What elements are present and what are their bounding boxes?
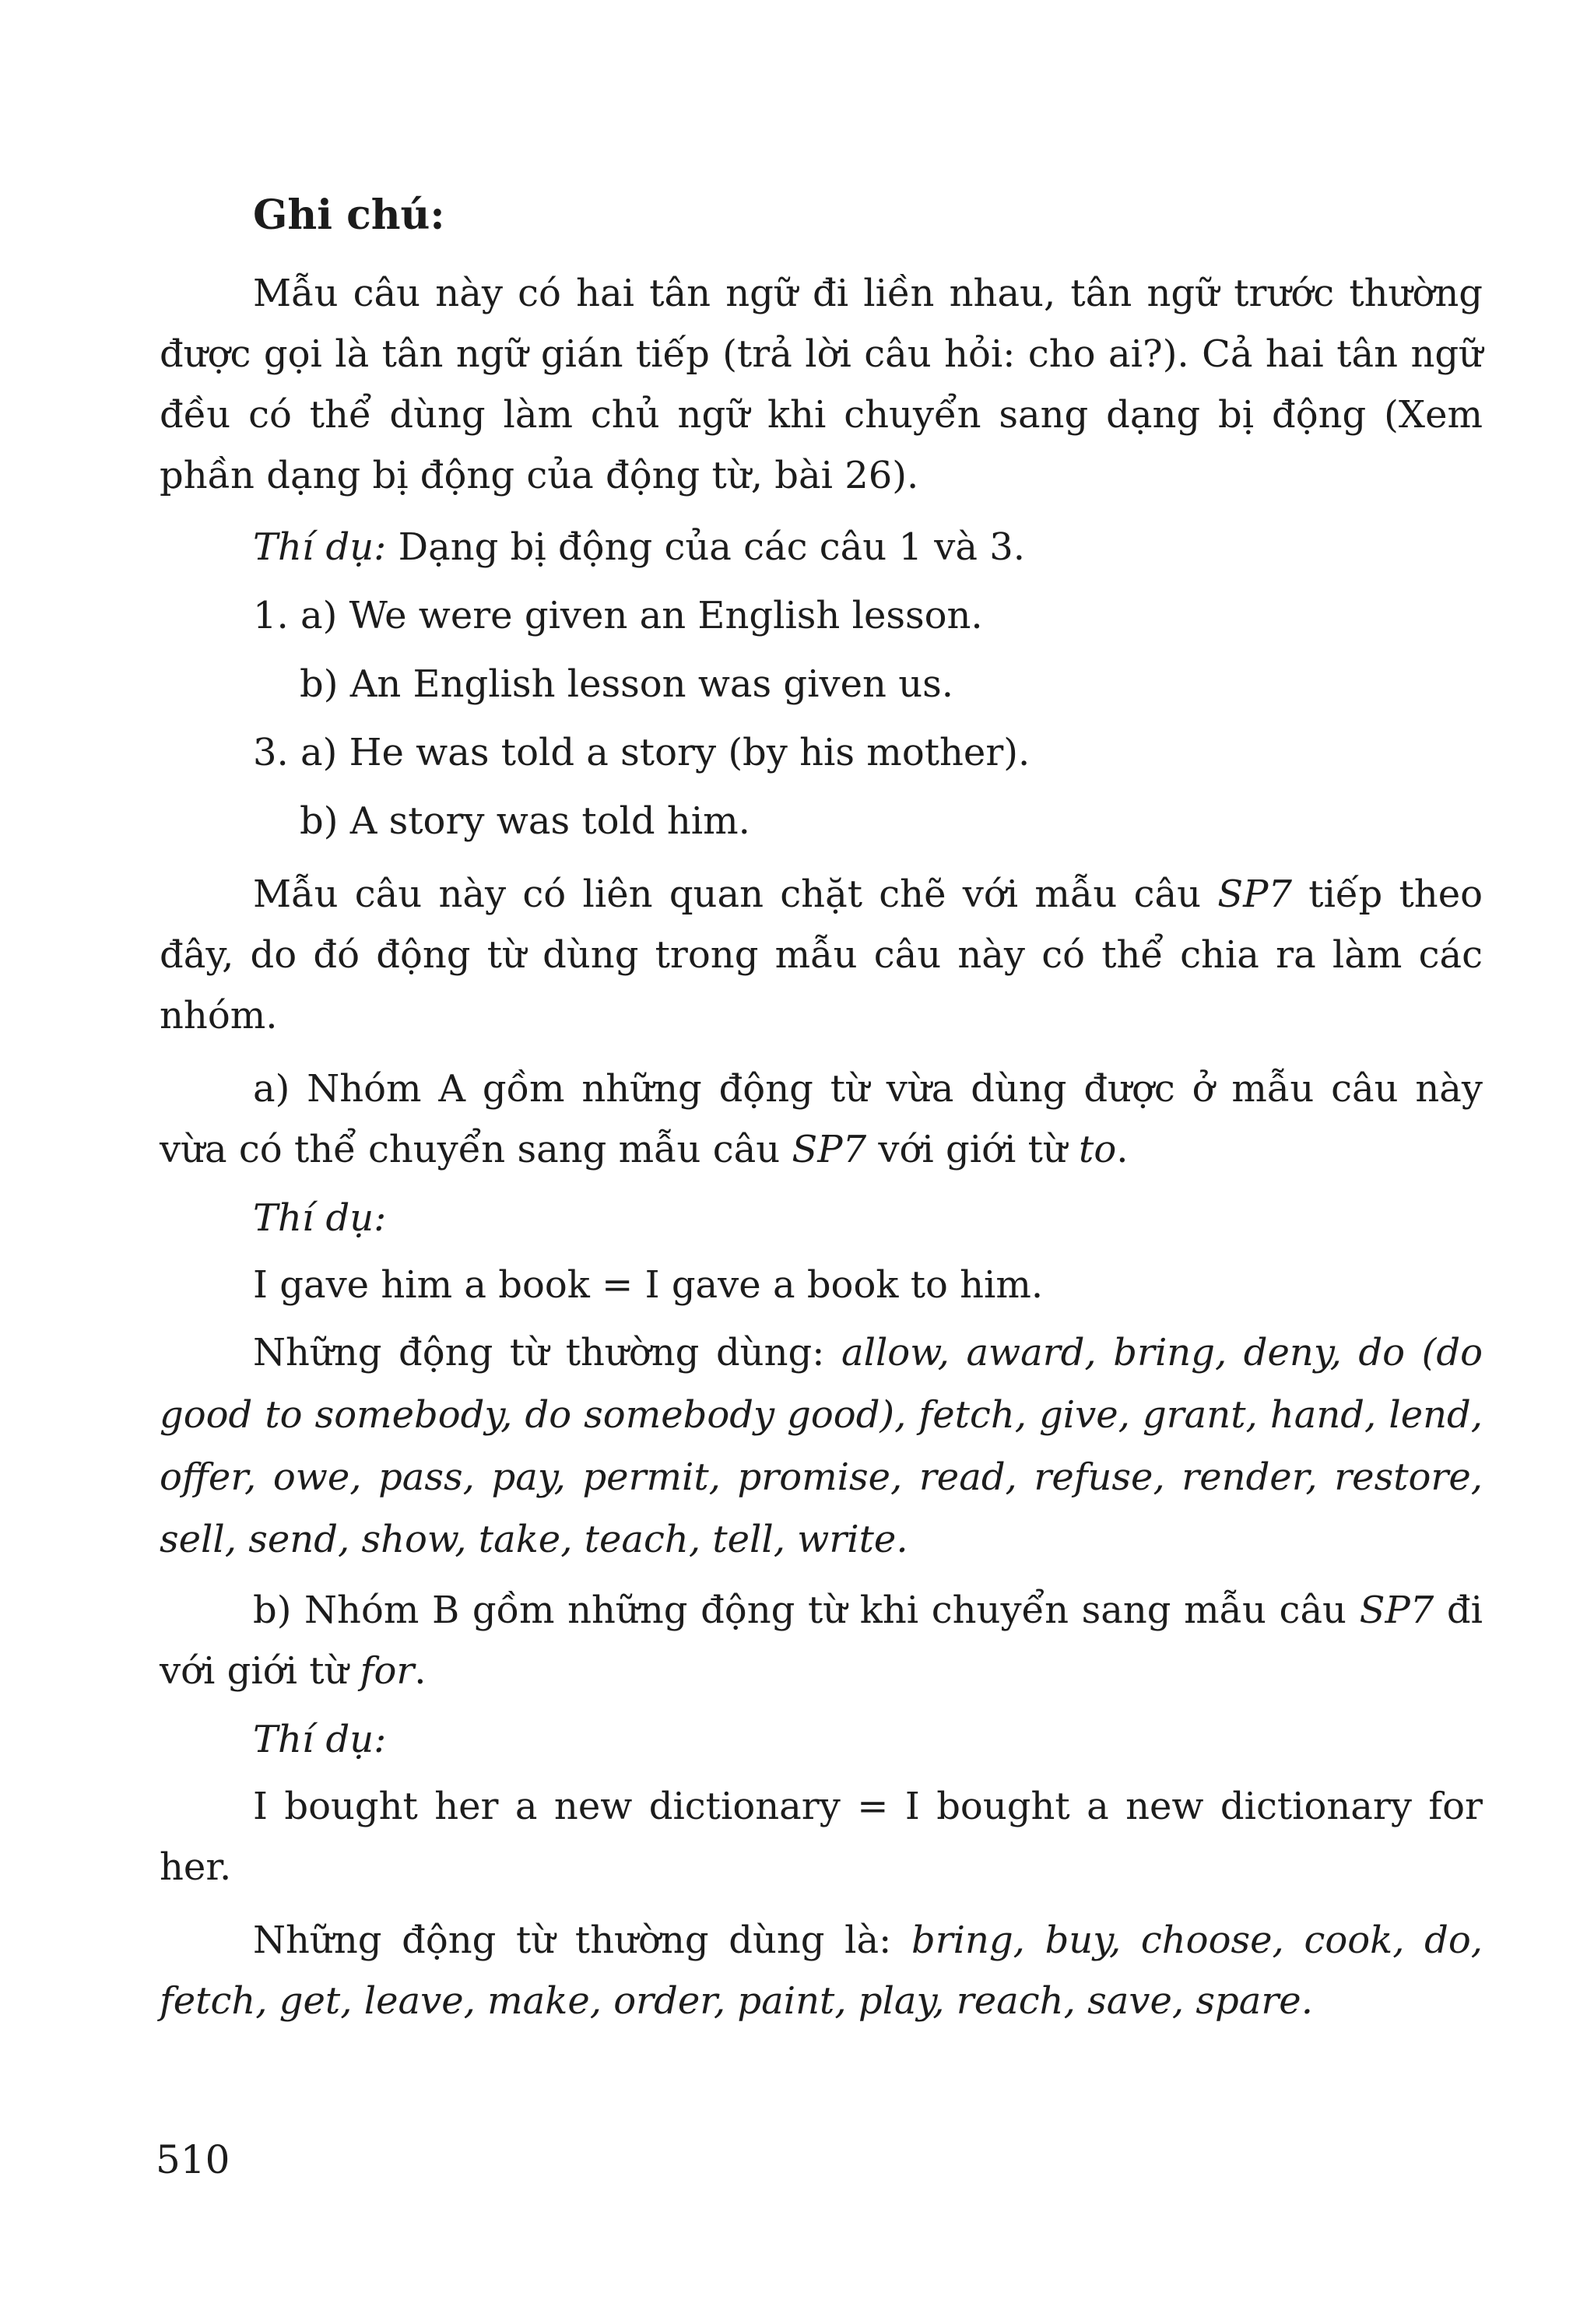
group-a-example: I gave him a book = I gave a book to him. bbox=[253, 1263, 1044, 1307]
group-b-paragraph: b) Nhóm B gồm những động từ khi chuyển sang mẫu câu SP7 đi với giới từ for. bbox=[160, 1589, 1483, 1693]
example-intro-text: Dạng bị động của các câu 1 và 3. bbox=[386, 525, 1026, 569]
example-1a: 1. a) We were given an English lesson. bbox=[253, 594, 983, 637]
preposition-to: to bbox=[1079, 1128, 1117, 1171]
relation-paragraph: Mẫu câu này có liên quan chặt chẽ với mẫu câu SP7 tiếp theo đây, do đó động từ dùng trong mẫu câu này có thể chia ra làm các nhóm. bbox=[160, 872, 1483, 1037]
preposition-for: for bbox=[360, 1649, 415, 1693]
example-1b: b) An English lesson was given us. bbox=[300, 662, 953, 706]
example-label: Thí dụ: bbox=[253, 525, 387, 569]
note-paragraph: Mẫu câu này có hai tân ngữ đi liền nhau, tân ngữ trước thường được gọi là tân ngữ gián tiếp (trả lời câu hỏi: cho ai?). Cả hai tân ngữ đều có thể dùng làm chủ ngữ khi chuyển sang dạng bị động (Xem phần dạng bị động của động từ, bài 26). bbox=[160, 272, 1483, 497]
example-3b: b) A story was told him. bbox=[300, 799, 750, 843]
group-a-example-label: Thí dụ: bbox=[253, 1196, 387, 1240]
group-b-verbs: Những động từ thường dùng là: bring, buy, choose, cook, do, fetch, get, leave, make, order, paint, play, reach, save, spare. bbox=[160, 1919, 1483, 2023]
group-a-verbs: Những động từ thường dùng: allow, award, bring, deny, do (do good to somebody, do somebody good), fetch, give, grant, hand, lend, offer, owe, pass, pay, permit, promise, read, refuse, render, restore, sell, send, show, take, teach, tell, write. bbox=[160, 1331, 1483, 1561]
example-3a: 3. a) He was told a story (by his mother). bbox=[253, 731, 1030, 774]
pattern-sp7: SP7 bbox=[1217, 872, 1292, 916]
pattern-sp7: SP7 bbox=[792, 1128, 867, 1171]
pattern-sp7: SP7 bbox=[1359, 1589, 1434, 1632]
note-heading: Ghi chú: bbox=[253, 191, 445, 239]
group-b-example-label: Thí dụ: bbox=[253, 1718, 387, 1761]
page-number: 510 bbox=[156, 2137, 230, 2182]
example-intro bbox=[160, 517, 1483, 577]
group-b-verb-list: bring, buy, choose, cook, do, fetch, get, leave, make, order, paint, play, reach, save, spare. bbox=[160, 1919, 1483, 2023]
group-a-paragraph: a) Nhóm A gồm những động từ vừa dùng được ở mẫu câu này vừa có thể chuyển sang mẫu câu SP7 với giới từ to. bbox=[160, 1067, 1483, 1171]
group-a-verb-list: allow, award, bring, deny, do (do good to somebody, do somebody good), fetch, give, grant, hand, lend, offer, owe, pass, pay, permit, promise, read, refuse, render, restore, sell, send, show, take, teach, tell, write. bbox=[160, 1331, 1483, 1561]
group-b-example: I bought her a new dictionary = I bought a new dictionary for her. bbox=[160, 1785, 1483, 1889]
